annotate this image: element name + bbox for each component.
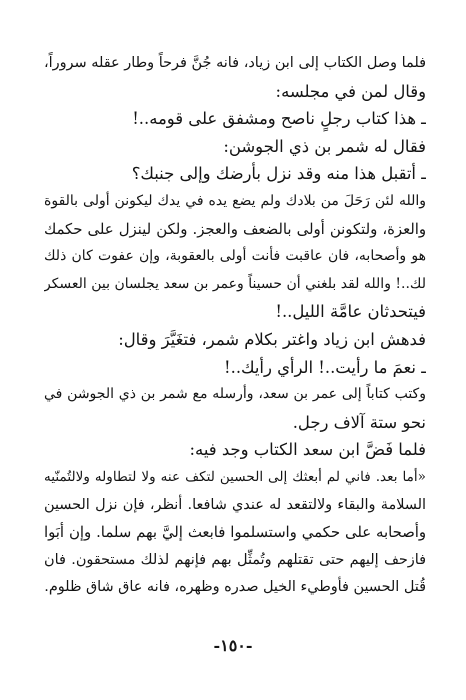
page-body	[44, 50, 426, 602]
text-line: فقال له شمر بن ذي الجوشن:	[223, 136, 426, 156]
text-line: قُتل الحسين فأوطيء الخيل صدره وظهره، فانه عاق شاق ظلوم.	[44, 579, 426, 596]
text-line: وقال لمن في مجلسه:	[275, 81, 426, 101]
text-line: وكتب كتاباً إلى عمر بن سعد، وأرسله مع شمر بن ذي الجوشن في	[44, 386, 426, 403]
text-line: وأصحابه على حكمي واستسلموا فابعث إليَّ بهم سلما. وإن أبَوا	[44, 524, 426, 542]
text-line: والله لئن رَحَلَ من بلادك ولم يضع يده في يدك ليكونن أولى بالقوة	[44, 192, 426, 209]
text-line: فازحف إليهم حتى تقتلهم وتُمثِّل بهم فإنهم لذلك مستحقون. فان	[44, 551, 426, 568]
text-line: فلما وصل الكتاب إلى ابن زياد، فانه جُنَّ فرحاً وطار عقله سروراً،	[44, 55, 426, 71]
text-line: السلامة والبقاء ولالتقعد له عندي شافعا. أنظر، فإن نزل الحسين	[44, 496, 426, 513]
text-line: والعزة، ولتكونن أولى بالضعف والعجز. ولكن لينزل على حكمك	[44, 220, 426, 238]
page-number: -١٥٠-	[213, 636, 253, 655]
text-line: فدهش ابن زياد واغتر بكلام شمر، فتغَيَّرَ وقال:	[118, 329, 426, 349]
text-line: لك..! والله لقد بلغني أن حسيناً وعمر بن سعد يجلسان بين العسكر	[44, 275, 426, 292]
text-line: نحو ستة آلاف رجل.	[292, 412, 426, 432]
text-line: فلما فَضَّ ابن سعد الكتاب وجد فيه:	[189, 440, 426, 460]
text-line: فيتحدثان عامَّة الليل..!	[275, 302, 426, 322]
text-line: ـ أتقبل هذا منه وقد نزل بأرضك وإلى جنبك؟	[131, 164, 426, 184]
text-line: «أما بعد. فاني لم أبعثك إلى الحسين لتكف عنه ولا لتطاوله ولالتُمنّيه	[44, 468, 426, 485]
text-line: هو وأصحابه، فان عاقبت فأنت أولى بالعقوبة، وإن عفوت كان ذلك	[44, 248, 426, 265]
text-line: ـ هذا كتاب رجلٍ ناصح ومشفق على قومه..!	[132, 109, 426, 129]
text-line: ـ نعمَ ما رأيت..! الرأي رأيك..!	[224, 357, 426, 377]
